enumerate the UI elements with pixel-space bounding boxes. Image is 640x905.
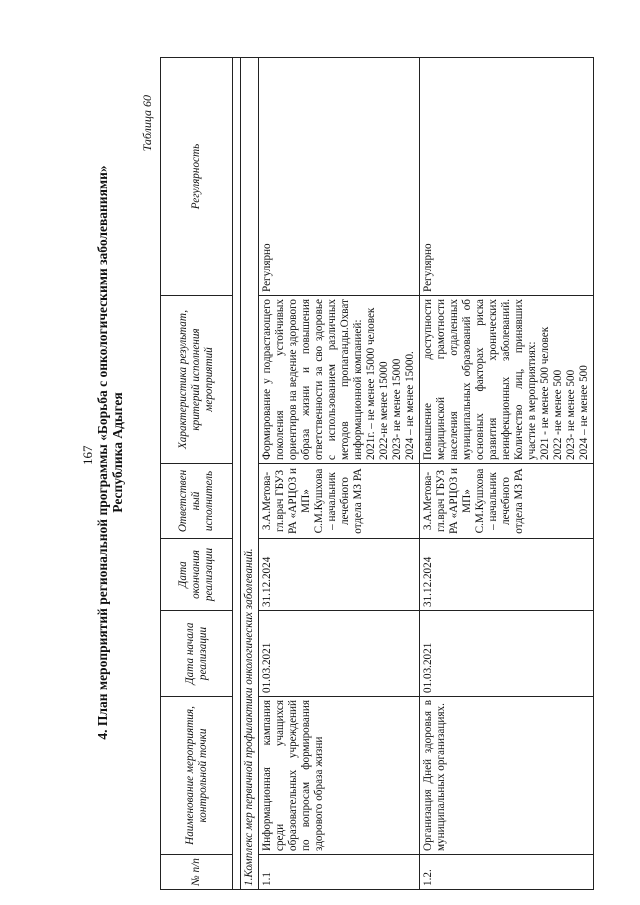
header-name: Наименование мероприятия, контрольной точки bbox=[161, 697, 233, 855]
result-item: 2021 - не менее 500 человек bbox=[539, 326, 551, 460]
page-number: 167 bbox=[80, 445, 95, 465]
row-name: Информационная кампания среди учащихся образовательных учреждений по вопросам формирования здорового образа жизни bbox=[259, 697, 420, 855]
plan-table bbox=[160, 57, 594, 890]
result-item: 2021г. – не менее 15000 человек bbox=[365, 307, 377, 460]
table-header-row bbox=[161, 58, 233, 890]
table-caption: Таблица 60 bbox=[140, 95, 154, 152]
spacer-row bbox=[233, 58, 241, 890]
table-row bbox=[420, 58, 594, 890]
row-result bbox=[420, 296, 594, 464]
header-start: Дата начала реализации bbox=[161, 611, 233, 697]
row-result-text: Формирование у подрастающего поколения устойчивых ориентиров на ведение здорового образа жизни и повышения ответственности за сво здоровье с использованием различных методов пропаганды.Охват информационной компанией: bbox=[261, 299, 364, 460]
result-item: 2023- не менее 500 bbox=[565, 369, 577, 460]
row-regularity: Регулярно bbox=[259, 58, 420, 296]
row-responsible: З.А.Метова-гл.врач ГБУЗ РА «АРЦОЗ и МП» С.М.Кушхова – начальник лечебного отдела МЗ РА bbox=[420, 464, 594, 539]
row-num: 1.1 bbox=[259, 855, 420, 890]
header-end: Дата окончания реализации bbox=[161, 539, 233, 611]
header-responsible: Ответствен ный исполнитель bbox=[161, 464, 233, 539]
section-title: 1.Комплекс мер первичной профилактики онкологических заболеваний. bbox=[241, 58, 259, 890]
header-regularity: Регулярность bbox=[161, 58, 233, 296]
row-end: 31.12.2024 bbox=[259, 539, 420, 611]
row-name: Организация Дней здоровья в муниципальных организациях. bbox=[420, 697, 594, 855]
result-item: 2022 -не менее 500 bbox=[552, 369, 564, 460]
result-item: 2022-не менее 15000 bbox=[378, 361, 390, 460]
row-result-text: Повышение доступности медицинской грамотности населения отдаленных муниципальных образований об основных факторах риска развития хронических неинфекционных заболеваний. Количество лиц, принявших участие в мероприятиях: bbox=[422, 299, 538, 460]
row-result bbox=[259, 296, 420, 464]
document-title: 4. План мероприятий региональной программы «Борьба с онкологическими заболеваниями» bbox=[95, 165, 110, 740]
row-responsible: З.А.Метова-гл.врач ГБУЗ РА «АРЦОЗ и МП» С.М.Кушхова – начальник лечебного отдела МЗ РА bbox=[259, 464, 420, 539]
row-start: 01.03.2021 bbox=[259, 611, 420, 697]
table-row bbox=[259, 58, 420, 890]
row-end: 31.12.2024 bbox=[420, 539, 594, 611]
row-num: 1.2. bbox=[420, 855, 594, 890]
section-row bbox=[241, 58, 259, 890]
row-start: 01.03.2021 bbox=[420, 611, 594, 697]
row-regularity: Регулярно bbox=[420, 58, 594, 296]
header-result: Характеристика результат, критерий исполнения мероприятий bbox=[161, 296, 233, 464]
header-num: № п/п bbox=[161, 855, 233, 890]
result-item: 2024 – не менее 15000. bbox=[404, 351, 416, 460]
result-item: 2024 – не менее 500 bbox=[578, 365, 590, 460]
document-subtitle: Республика Адыгея bbox=[110, 392, 125, 513]
result-item: 2023- не менее 15000 bbox=[391, 358, 403, 460]
